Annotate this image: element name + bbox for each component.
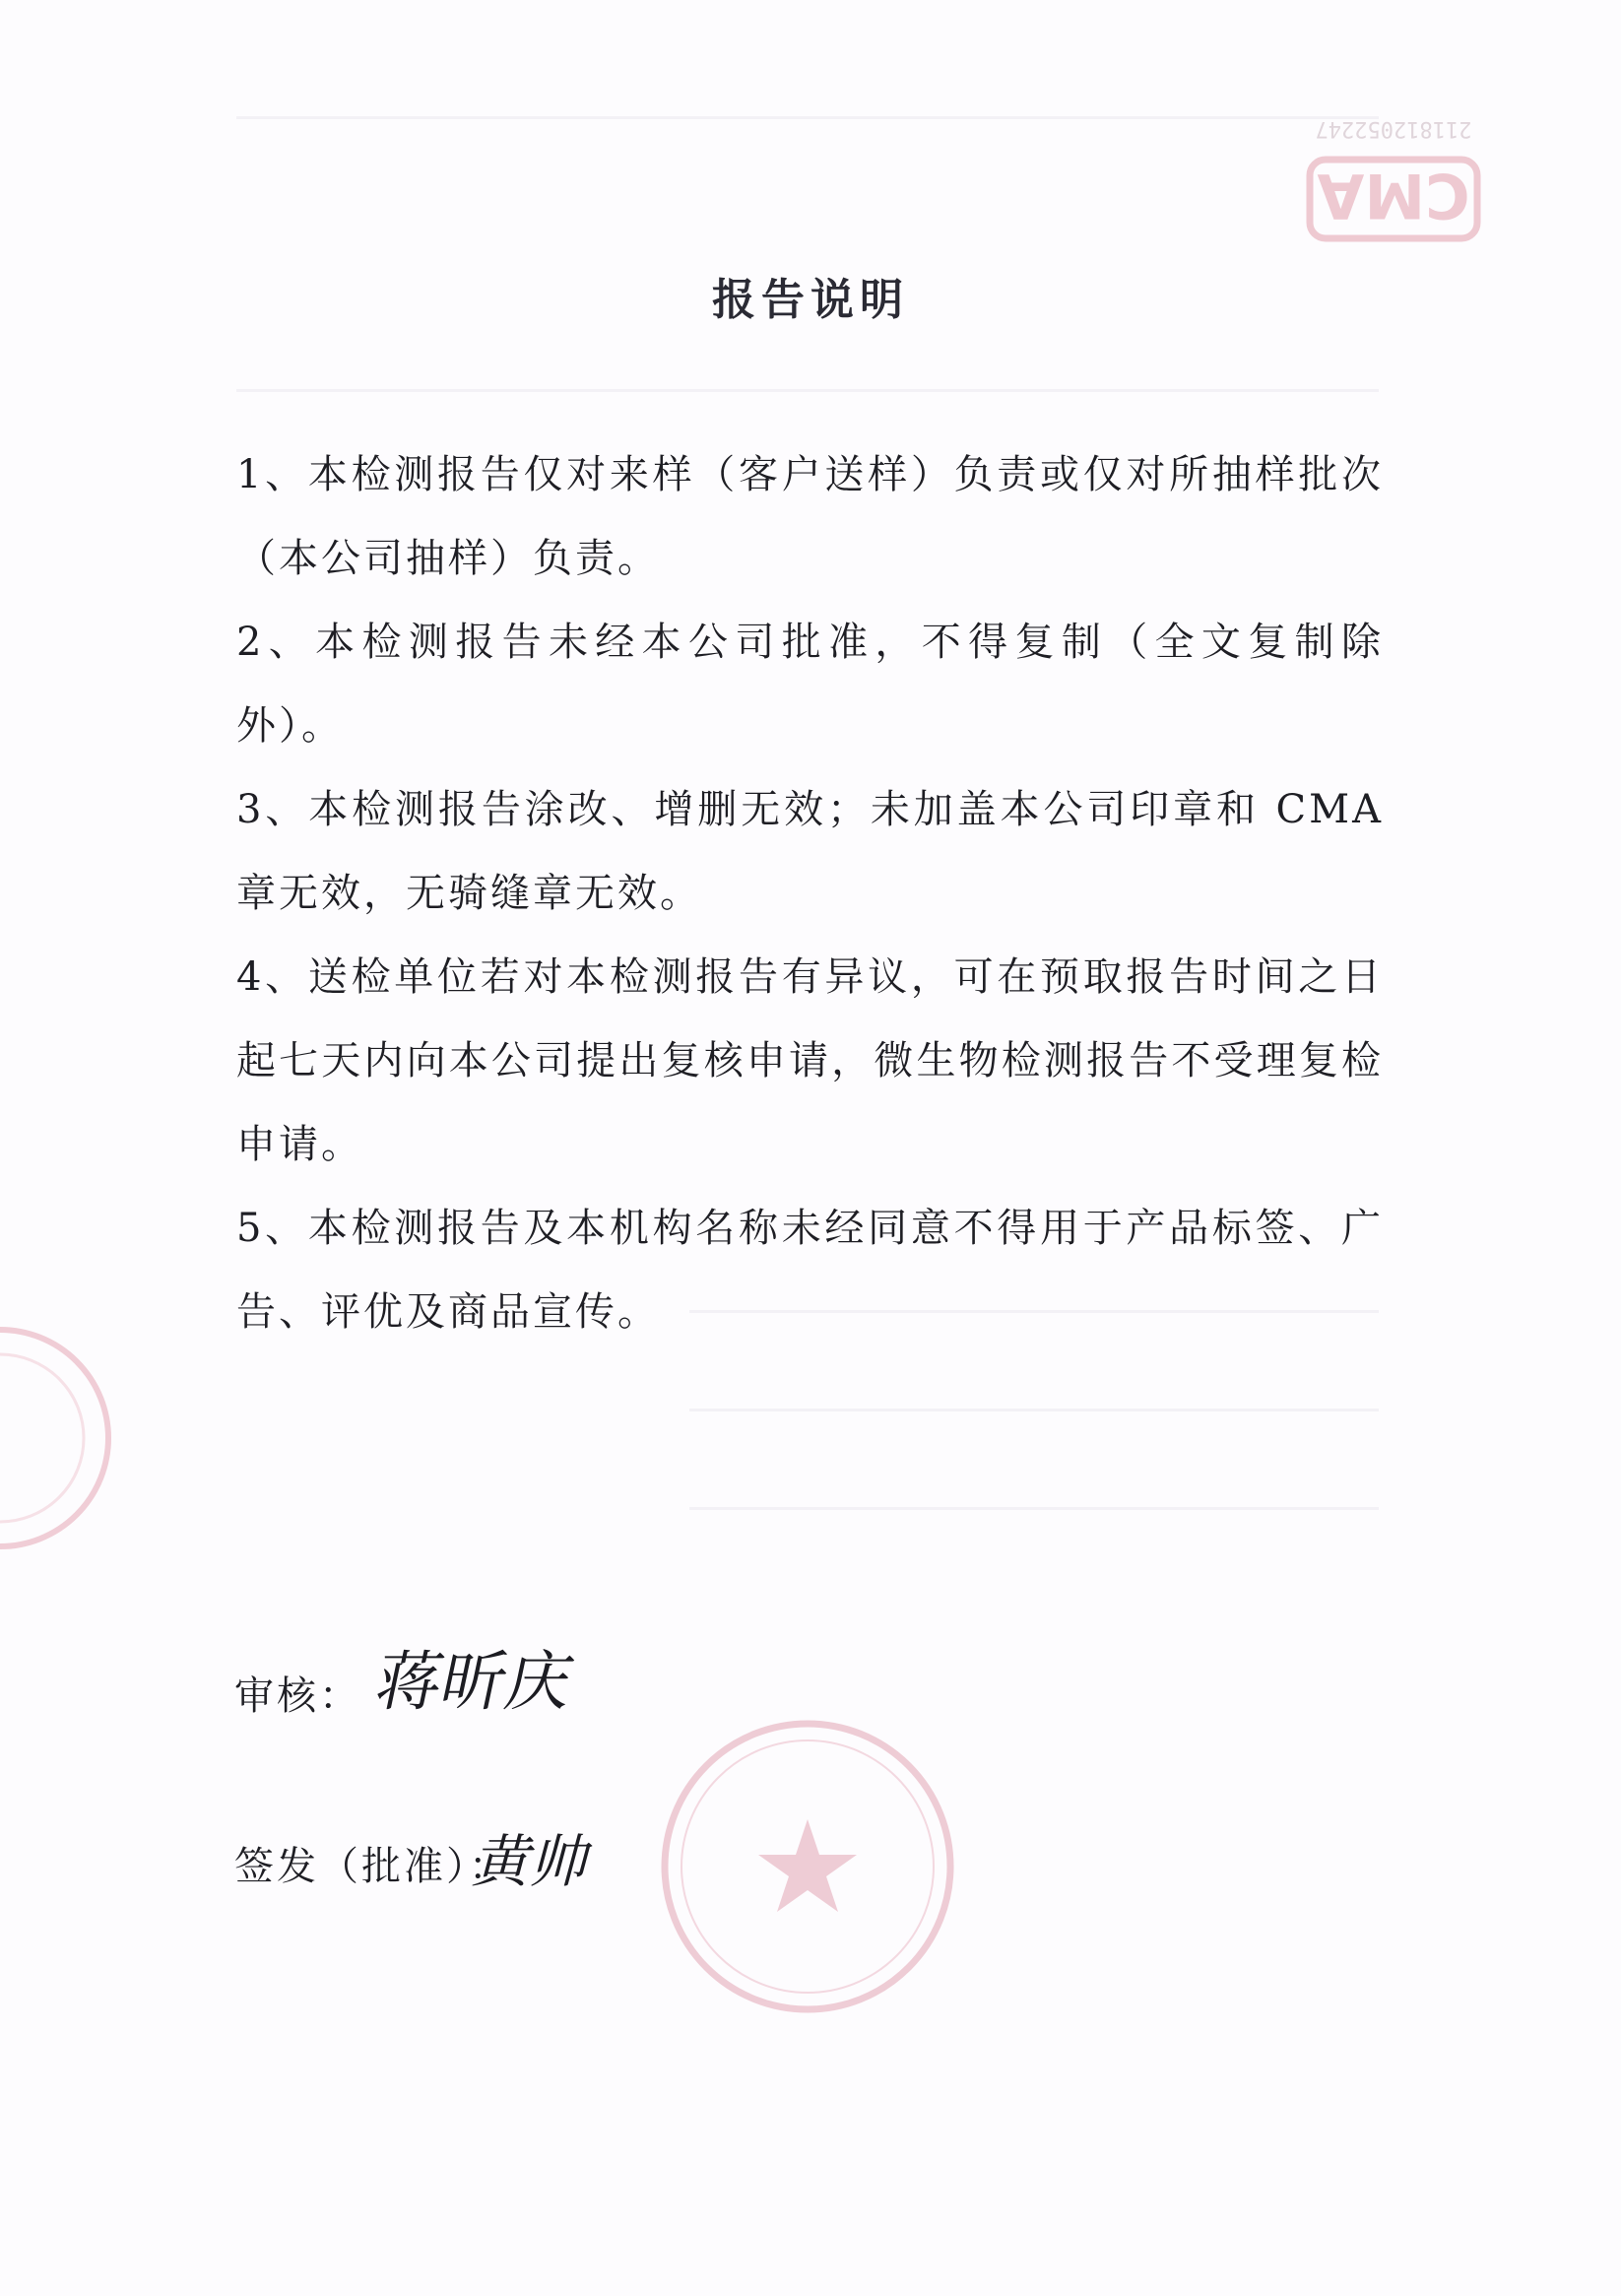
company-seal [650,1709,965,2024]
show-through-mark [236,116,1379,119]
notice-item-1: 1、本检测报告仅对来样（客户送样）负责或仅对所抽样批次（本公司抽样）负责。 [236,452,1384,581]
notice-item-5: 5、本检测报告及本机构名称未经同意不得用于产品标签、广告、评优及商品宣传。 [236,1206,1384,1335]
reviewer-signature-text: 蒋昕庆 [368,1643,581,1720]
approver-signature [467,1803,635,1940]
reviewer-signature [368,1625,616,1734]
notice-item-3: 3、本检测报告涂改、增删无效；未加盖本公司印章和 CMA 章无效，无骑缝章无效。 [236,787,1384,916]
show-through-mark [689,1409,1379,1411]
show-through-mark [689,1507,1379,1510]
show-through-mark [236,389,1379,392]
approver-label: 签发（批准）： [234,1844,511,1889]
page-title: 报告说明 [712,275,909,325]
notice-item-2: 2、本检测报告未经本公司批准，不得复制（全文复制除外）。 [236,620,1384,749]
cma-stamp [1290,110,1497,268]
notice-list [236,433,1384,1354]
notice-item-4: 4、送检单位若对本检测报告有异议，可在预取报告时间之日起七天内向本公司提出复核申请，微生物检测报告不受理复检申请。 [236,954,1384,1167]
partial-seal-left [0,1280,128,1596]
approver-signature-text: 黄帅 [467,1827,601,1895]
cma-stamp-number: 211812052247 [1315,116,1472,141]
cma-stamp-text: CMA [1317,160,1470,231]
reviewer-label: 审核： [234,1673,361,1719]
